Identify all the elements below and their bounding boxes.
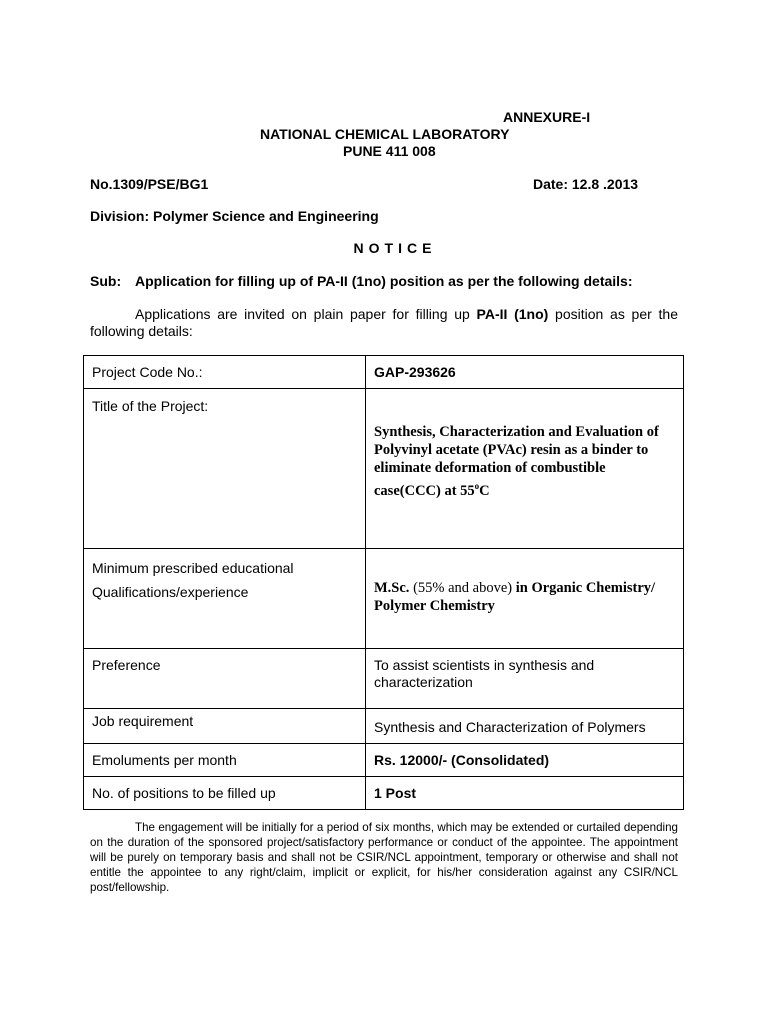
- job-requirement-label: Job requirement: [84, 709, 366, 744]
- project-code-value: GAP-293626: [366, 356, 684, 389]
- intro-position: PA-II (1no): [476, 306, 549, 322]
- intro-text-before: Applications are invited on plain paper for filling up: [135, 306, 477, 322]
- intro-paragraph: [90, 306, 678, 340]
- lab-city: PUNE 411 008: [343, 143, 436, 159]
- job-requirement-value: Synthesis and Characterization of Polymers: [366, 709, 684, 744]
- division: Division: Polymer Science and Engineering: [90, 208, 379, 224]
- table-row: [84, 356, 684, 389]
- emoluments-value: Rs. 12000/- (Consolidated): [366, 744, 684, 777]
- notice-title: NOTICE: [353, 240, 437, 256]
- qualification-value: M.Sc. (55% and above) in Organic Chemistry/ Polymer Chemistry: [366, 549, 684, 649]
- subject-text: Application for filling up of PA-II (1no) position as per the following details:: [135, 273, 633, 289]
- table-row: [84, 389, 684, 549]
- table-row: [84, 549, 684, 649]
- annexure-label: ANNEXURE-I: [503, 109, 591, 125]
- positions-label: No. of positions to be filled up: [84, 777, 366, 810]
- table-row: [84, 709, 684, 744]
- preference-label: Preference: [84, 649, 366, 709]
- engagement-terms: The engagement will be initially for a period of six months, which may be extended or curtailed depending on the duration of the sponsored project/satisfactory performance or conduct of the appointee. The appointment will be purely on temporary basis and shall not be CSIR/NCL appointment, temporary or otherwise and shall not entitle the appointee to any right/claim, implicit or explicit, for his/her consideration against any CSIR/NCL post/fellowship.: [90, 821, 678, 894]
- notice-date: Date: 12.8 .2013: [533, 176, 639, 192]
- qualification-label: Minimum prescribed educational Qualifications/experience: [84, 549, 366, 649]
- subject-label: Sub:: [90, 273, 122, 289]
- emoluments-label: Emoluments per month: [84, 744, 366, 777]
- project-title-value: Synthesis, Characterization and Evaluation of Polyvinyl acetate (PVAc) resin as a binder to eliminate deformation of combustible case(CCC) at 55$^o$C: [366, 389, 684, 549]
- table-row: [84, 777, 684, 810]
- intro-text-after: position as per the following details:: [90, 306, 678, 339]
- subject-line: [90, 273, 633, 289]
- lab-name: NATIONAL CHEMICAL LABORATORY: [260, 126, 510, 142]
- details-table: [83, 355, 684, 810]
- project-title-label: Title of the Project:: [84, 389, 366, 549]
- project-code-label: Project Code No.:: [84, 356, 366, 389]
- table-row: [84, 649, 684, 709]
- reference-number: No.1309/PSE/BG1: [90, 176, 209, 192]
- preference-value: To assist scientists in synthesis and characterization: [366, 649, 684, 709]
- table-row: [84, 744, 684, 777]
- positions-value: 1 Post: [366, 777, 684, 810]
